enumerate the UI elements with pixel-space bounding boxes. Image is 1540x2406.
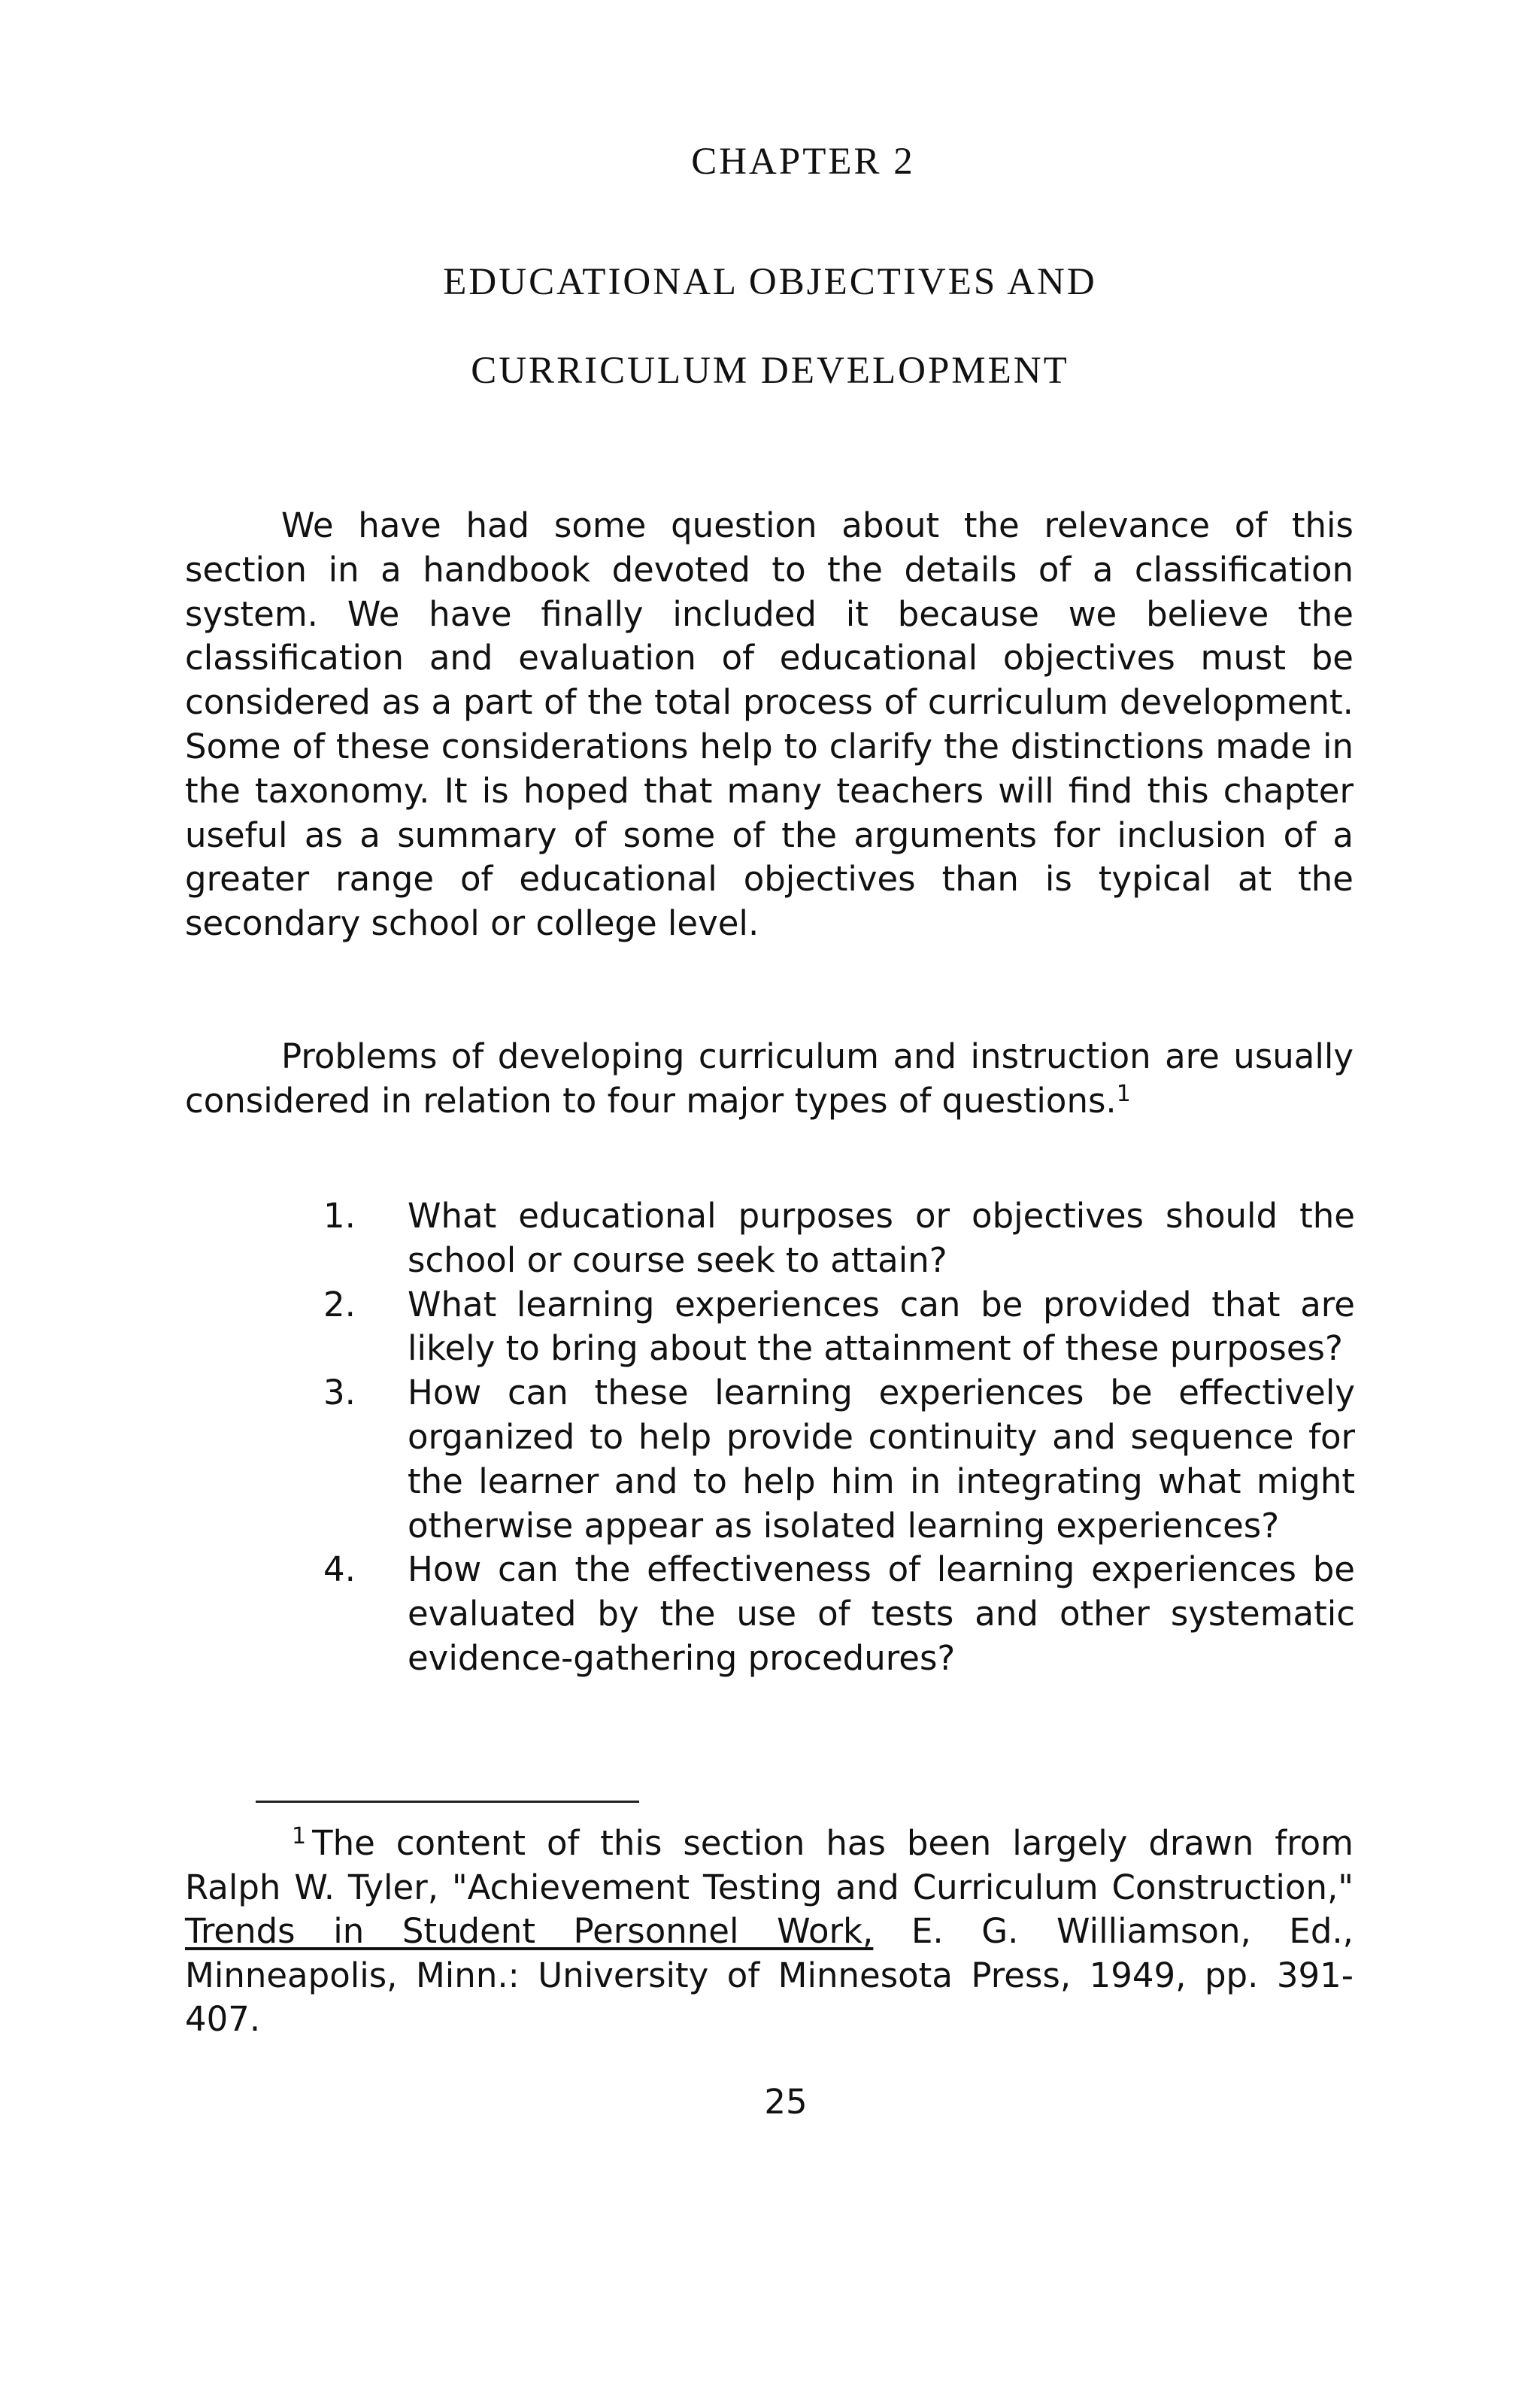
chapter-label: CHAPTER 2: [691, 141, 915, 183]
paragraph-problems-text: Problems of developing curriculum and instruction are usually considered in relation to four major types of questions.: [185, 1036, 1354, 1121]
question-item: [323, 1194, 1355, 1283]
footnote-divider: [256, 1801, 639, 1803]
chapter-title-line-2: CURRICULUM DEVELOPMENT: [471, 350, 1069, 392]
footnote-reference: 1: [1116, 1080, 1131, 1107]
question-item: [323, 1283, 1355, 1372]
chapter-title-line-1: EDUCATIONAL OBJECTIVES AND: [443, 261, 1097, 303]
questions-list: [323, 1194, 1355, 1681]
footnote-source-title: Trends in Student Personnel Work,: [185, 1911, 874, 1951]
footnote-marker: 1: [292, 1823, 307, 1849]
page-number: 25: [764, 2082, 808, 2122]
question-number: 4.: [323, 1549, 356, 1590]
question-number: 3.: [323, 1373, 356, 1413]
question-number: 1.: [323, 1196, 356, 1236]
question-text: How can the effectiveness of learning experiences be evaluated by the use of tests and other systematic evidence-gathering procedures?: [408, 1549, 1355, 1678]
footnote: [185, 1822, 1354, 2042]
paragraph-problems: [185, 1035, 1354, 1124]
question-item: [323, 1548, 1355, 1680]
question-text: How can these learning experiences be effectively organized to help provide continuity and sequence for the learner and to help him in integrating what might otherwise appear as isolated learning experiences?: [408, 1373, 1355, 1546]
question-number: 2.: [323, 1284, 356, 1324]
footnote-text-before: The content of this section has been largely drawn from Ralph W. Tyler, "Achievement Testing and Curriculum Construction,": [185, 1823, 1354, 1907]
question-item: [323, 1371, 1355, 1548]
footnote-text-after: E. G. Williamson, Ed., Minneapolis, Minn.: University of Minnesota Press, 1949, pp. 391-407.: [185, 1911, 1354, 2039]
question-text: What educational purposes or objectives should the school or course seek to attain?: [408, 1196, 1355, 1280]
paragraph-intro: We have had some question about the relevance of this section in a handbook devoted to the details of a classification system. We have finally included it because we believe the classification and evaluation of educational objectives must be considered as a part of the total process of curriculum development. Some of these considerations help to clarify the distinctions made in the taxonomy. It is hoped that many teachers will find this chapter useful as a summary of some of the arguments for inclusion of a greater range of educational objectives than is typical at the secondary school or college level.: [185, 505, 1354, 944]
question-text: What learning experiences can be provided that are likely to bring about the attainment of these purposes?: [408, 1284, 1355, 1369]
